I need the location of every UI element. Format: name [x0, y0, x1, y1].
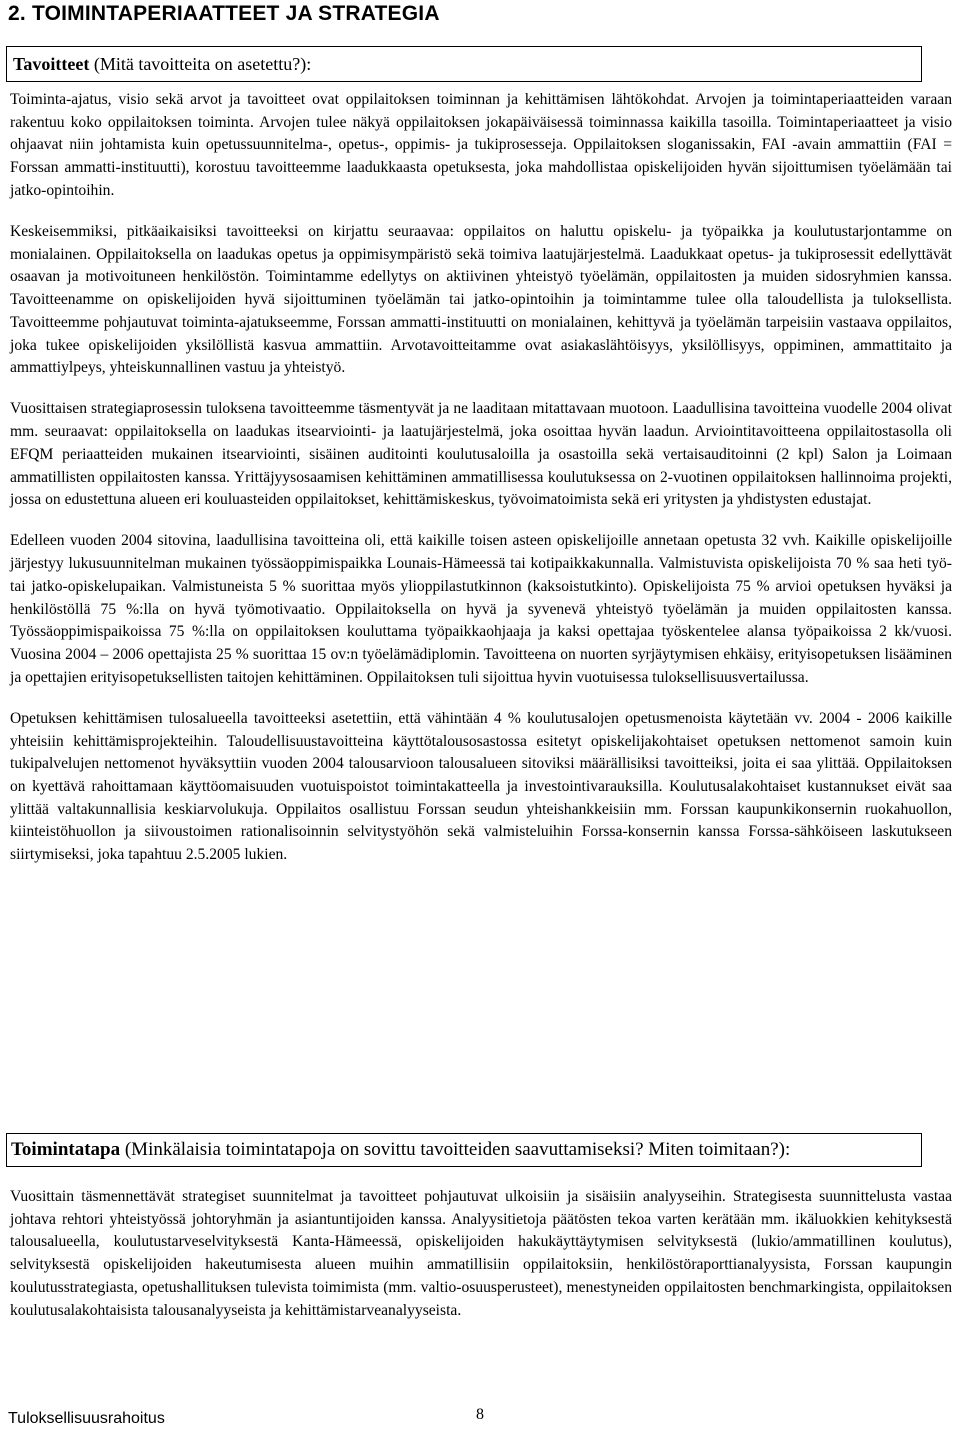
section-title: Tavoitteet: [13, 54, 90, 74]
section-subtitle: (Mitä tavoitteita on asetettu?):: [89, 54, 312, 74]
paragraph: Vuosittain täsmennettävät strategiset suunnitelmat ja tavoitteet pohjautuvat ulkoisiin ja sisäisiin analyyseihin. Strategisesta suunnittelusta vastaa johtava rehtori yhteistyössä johtoryhmän ja asiantuntijoiden kanssa. Analyysitietoja päätösten tekoa varten kerätään mm. ikäluokkien kehityksestä talousalueella, koulutustarveselvityksestä Kanta-Hämeessä, opiskelijoiden hakukäyttäytymisen selvityksestä (lukio/ammatillinen koulutus), selvityksestä opiskelijoiden hakeutumisesta alueen muihin ammatillisiin oppilaitoksiin, henkilöstöraporttianalyysista, Forssan kaupungin koulutusstrategiasta, opetushallituksen tulevista toimimista (mm. valtio-osuusperusteet), menestyneiden oppilaitosten benchmarkingista, oppilaitoksen koulutusalakohtaisista talousanalyyseista ja kehittämistarveanalyyseista.: [10, 1188, 952, 1319]
section-subtitle: (Minkälaisia toimintatapoja on sovittu tavoitteiden saavuttamiseksi? Miten toimitaan?):: [120, 1139, 791, 1160]
paragraph: Vuosittaisen strategiaprosessin tuloksena tavoitteemme täsmentyvät ja ne laaditaan mitattavaan muotoon. Laadullisina tavoitteina vuodelle 2004 olivat mm. seuraavat: oppilaitoksella on laadukas itsearviointi- ja laatujärjestelmä, joka osoittaa hyvän laadun. Arviointitavoitteena oppilaitostasolla oli EFQM periaatteiden mukainen itsearviointi, sisäinen auditointi koulutusaloilla ja osastoilla sekä vertaisauditoinni (2 kpl) Salon ja Loimaan ammatillisten oppilaitosten kanssa. Yrittäjyysosaamisen kehittäminen ammatillisessa koulutuksessa on 2-vuotinen oppilaitoksen hallinnoima projekti, jossa on edustettuna alueen eri kouluasteiden oppilaitokset, kehittämiskeskus, työvoimatoimista sekä eri yritysten ja yhdistysten edustajat.: [10, 400, 952, 509]
footer-title: Tuloksellisuusrahoitus: [8, 1410, 165, 1427]
section-body-tavoitteet: [10, 89, 952, 885]
page-heading: 2. TOIMINTAPERIAATTEET JA STRATEGIA: [8, 2, 440, 25]
page-number: 8: [476, 1406, 484, 1423]
paragraph: Toiminta-ajatus, visio sekä arvot ja tavoitteet ovat oppilaitoksen toiminnan ja kehittämisen lähtökohdat. Arvojen ja toimintaperiaatteiden varaan rakentuu koko oppilaitoksen toiminta. Arvojen tulee näkyä oppilaitoksen jokapäiväisessä toiminnassa kaikilla tasoilla. Toimintaperiaatteet ja visio ohjaavat niin johtamista kuin opetussuunnitelma-, opetus-, oppimis- ja tukiprosesseja. Oppilaitoksen sloganissakin, FAI -avain ammattiin (FAI = Forssan ammatti-instituutti), korostuu tavoitteemme laadukkaasta opetuksesta, joka mahdollistaa opiskelijoiden hyvän sijoittumisen työelämään tai jatko-opintoihin.: [10, 91, 952, 199]
section-title: Toimintatapa: [11, 1139, 121, 1160]
paragraph: Keskeisemmiksi, pitkäaikaisiksi tavoitteeksi on kirjattu seuraavaa: oppilaitos on haluttu opiskelu- ja työpaikka ja koulutustarjontamme on monialainen. Oppilaitoksella on laadukas opetus ja oppimisympäristö sekä toimiva laatujärjestelmä. Laadukkaat opetus- ja tukiprosessit edellyttävät osaavan ja motivoituneen henkilöstön. Toimintamme edellytys on aktiivinen yhteistyö työelämän, oppilaitosten ja muiden sidosryhmien kanssa. Tavoitteenamme on opiskelijoiden hyvä sijoittuminen työelämän tai jatko-opintoihin ja toimintamme tulee olla taloudellista ja tuloksellista. Tavoitteemme pohjautuvat toiminta-ajatukseemme, Forssan ammatti-instituutti on monialainen, kehittyvä ja työelämän tarpeisiin vastaava oppilaitos, joka tukee opiskelijoiden yksilöllistä kasvua ammattiin. Arvotavoitteitamme ovat asiakaslähtöisyys, yksilöllisyys, oppiminen, ammattitaito ja ammattiylpeys, yhteiskunnallinen vastuu ja yhteistyö.: [10, 223, 952, 377]
section-box-toimintatapa: [6, 1133, 922, 1167]
section-box-tavoitteet: [6, 46, 922, 82]
paragraph: Opetuksen kehittämisen tulosalueella tavoitteeksi asetettiin, että vähintään 4 % koulutusalojen opetusmenoista käytetään vv. 2004 - 2006 kaikille yhteisiin kehittämisprojekteihin. Taloudellisuustavoitteina käyttötalousosastossa esitetyt opiskelijakohtaiset opetuksen nettomenot samoin kuin tukipalvelujen nettomenot hyväksyttiin vuoden 2004 talousarvioon talousalueen sitoviksi määrällisiksi tavoitteiksi, joita ei saa ylittää. Oppilaitoksen on kyettävä rahoittamaan käyttöomaisuuden vuotuispoistot toimintakatteella ja investointivarauksilla. Koulutusalakohtaiset kustannukset eivät saa ylittää valtakunnallisia keskiarvolukuja. Oppilaitos osallistuu Forssan seudun yhteishankkeisiin mm. Forssan kaupunkikonsernin ruokahuollon, kiinteistöhuollon ja siivoustoimen rationalisoinnin selvitystyöhön sekä valmisteluihin Forssa-konsernin kanssa Forssa-sähköiseen laskutukseen siirtymiseksi, joka tapahtuu 2.5.2005 lukien.: [10, 709, 952, 864]
section-body-toimintatapa: [10, 1186, 952, 1341]
paragraph: Edelleen vuoden 2004 sitovina, laadullisina tavoitteina oli, että kaikille toisen asteen opiskelijoille annetaan opetusta 32 vvh. Kaikille opiskelijoille järjestyy lukusuunnitelman mukainen työssäoppimispaikka Lounais-Hämeessä tai kotipaikkakunnalla. Valmistuvista opiskelijoista 70 % saa heti työ- tai jatko-opiskelupaikan. Valmistuneista 5 % suorittaa myös ylioppilastutkinnon (kaksoistutkinto). Opiskelijoista 75 % arvioi opetuksen hyväksi ja henkilöstöllä 75 %:lla on hyvä työmotivaatio. Oppilaitoksella on hyvä ja syvenevä yhteistyö työelämän ja muiden oppilaitosten kanssa. Työssäoppimispaikoissa 75 %:lla on oppilaitoksen kouluttama työpaikkaohjaaja ja kaksi opettajaa työskentelee alansa työpaikoissa 2 kk/vuosi. Vuosina 2004 – 2006 opettajista 25 % suorittaa 15 ov:n työelämädiplomin. Tavoitteena on nuorten syrjäytymisen ehkäisy, erityisopetuksen lisääminen ja opettajien erityisopetuksellisten taitojen kehittäminen. Oppilaitoksen tuli sijoittua hyvin vuotuisessa tuloksellisuusvertailussa.: [10, 532, 952, 686]
